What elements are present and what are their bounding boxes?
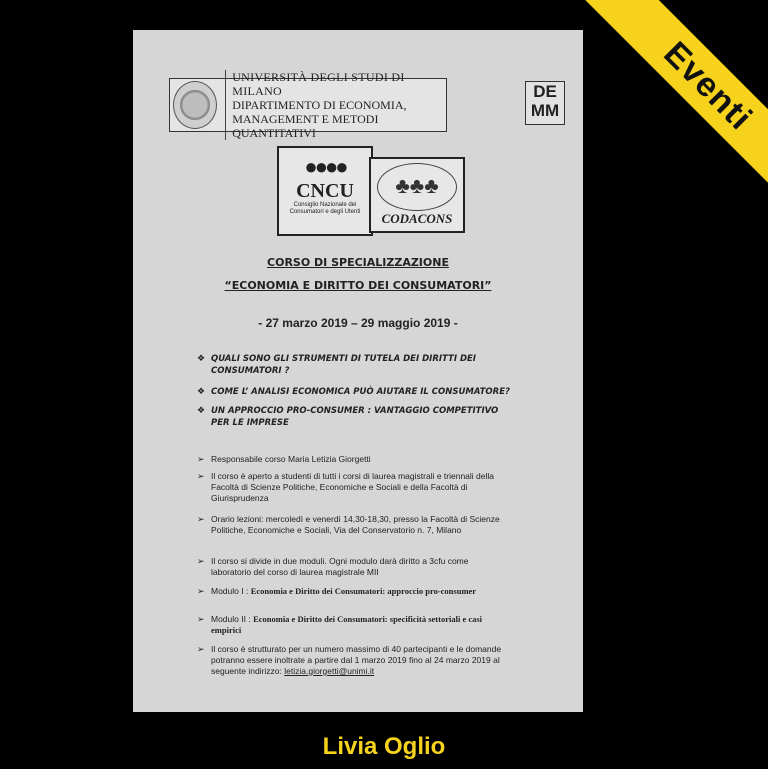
- info-bullet: [197, 614, 505, 636]
- course-title-line-1: CORSO DI SPECIALIZZAZIONE: [267, 256, 449, 269]
- people-icon: ●●●●: [304, 154, 346, 179]
- codacons-name: CODACONS: [381, 211, 453, 226]
- module-title: Economia e Diritto dei Consumatori: specificità settoriali e casi empirici: [211, 614, 483, 635]
- university-header: [169, 70, 447, 140]
- module-label: Modulo I :: [211, 586, 251, 596]
- email-link[interactable]: letizia.giorgetti@unimi.it: [284, 666, 375, 676]
- cncu-subtitle-2: Consumatori e degli Utenti: [289, 209, 361, 215]
- diamond-bullet-icon: ❖: [197, 387, 206, 397]
- codacons-logo: [369, 157, 465, 233]
- bullet-text: Il corso si divide in due moduli. Ogni modulo darà diritto a 3cfu come laboratorio del corso di laurea magistrale MII: [211, 556, 469, 577]
- corner-ribbon: [568, 0, 768, 200]
- question-item: [197, 405, 511, 429]
- cncu-logo: [277, 146, 373, 236]
- demm-line-1: DE: [533, 82, 557, 101]
- university-text: [225, 70, 446, 140]
- arrow-bullet-icon: ➢: [197, 454, 205, 464]
- info-bullet: [197, 454, 505, 465]
- course-dates: - 27 marzo 2019 – 29 maggio 2019 -: [258, 316, 458, 330]
- cncu-name: CNCU: [296, 180, 354, 202]
- arrow-bullet-icon: ➢: [197, 514, 205, 524]
- info-bullet: [197, 586, 505, 597]
- eventi-badge[interactable]: Eventi: [584, 0, 768, 200]
- bullet-text: Il corso è aperto a studenti di tutti i corsi di laurea magistrali e triennali della Facoltà di Scienze Politiche, Economiche e Sociali e della Facoltà di Giurisprudenza: [211, 471, 495, 503]
- question-item: [197, 353, 511, 377]
- author-name: Livia Oglio: [322, 733, 446, 760]
- info-bullet: [197, 471, 505, 504]
- diamond-bullet-icon: ❖: [197, 406, 206, 416]
- module-label: Modulo II :: [211, 614, 254, 624]
- demm-logo: [525, 81, 565, 125]
- course-title-line-2: “ECONOMIA E DIRITTO DEI CONSUMATORI”: [224, 279, 492, 292]
- bullet-text: Responsabile corso Maria Letizia Giorgetti: [211, 454, 371, 464]
- module-title: Economia e Diritto dei Consumatori: approccio pro-consumer: [250, 586, 477, 596]
- bullet-text: Il corso è strutturato per un numero massimo di 40 partecipanti e le domande potranno essere inoltrate a partire dal 1 marzo 2019 fino al 24 marzo 2019 al seguente indirizzo:: [211, 644, 502, 676]
- question-text: UN APPROCCIO PRO-CONSUMER : VANTAGGIO COMPETITIVO PER LE IMPRESE: [211, 406, 499, 428]
- arrow-bullet-icon: ➢: [197, 586, 205, 596]
- department-line-1: DIPARTIMENTO DI ECONOMIA,: [232, 98, 407, 112]
- cncu-subtitle-1: Consiglio Nazionale dei: [293, 202, 357, 208]
- arrow-bullet-icon: ➢: [197, 471, 205, 481]
- question-item: [197, 386, 511, 398]
- arrow-bullet-icon: ➢: [197, 614, 205, 624]
- arrow-bullet-icon: ➢: [197, 556, 205, 566]
- info-bullet: [197, 644, 505, 677]
- demm-line-2: MM: [530, 101, 560, 120]
- question-text: COME L’ ANALISI ECONOMICA PUÒ AIUTARE IL CONSUMATORE?: [211, 387, 510, 397]
- question-text: QUALI SONO GLI STRUMENTI DI TUTELA DEI DIRITTI DEI CONSUMATORI ?: [211, 354, 476, 376]
- diamond-bullet-icon: ❖: [197, 354, 206, 364]
- bullet-text: Orario lezioni: mercoledì e venerdì 14,30-18,30, presso la Facoltà di Scienze Politiche, Economiche e Sociali, Via del Conservatorio n. 7, Milano: [211, 514, 500, 535]
- document-flyer: [133, 30, 583, 712]
- bird-clover-icon: ♣♣♣: [377, 163, 457, 211]
- arrow-bullet-icon: ➢: [197, 644, 205, 654]
- university-name: UNIVERSITÀ DEGLI STUDI DI MILANO: [232, 70, 405, 98]
- info-bullet: [197, 514, 505, 536]
- department-line-2: MANAGEMENT E METODI QUANTITATIVI: [232, 112, 379, 140]
- university-seal-logo: [173, 81, 217, 129]
- info-bullet: [197, 556, 505, 578]
